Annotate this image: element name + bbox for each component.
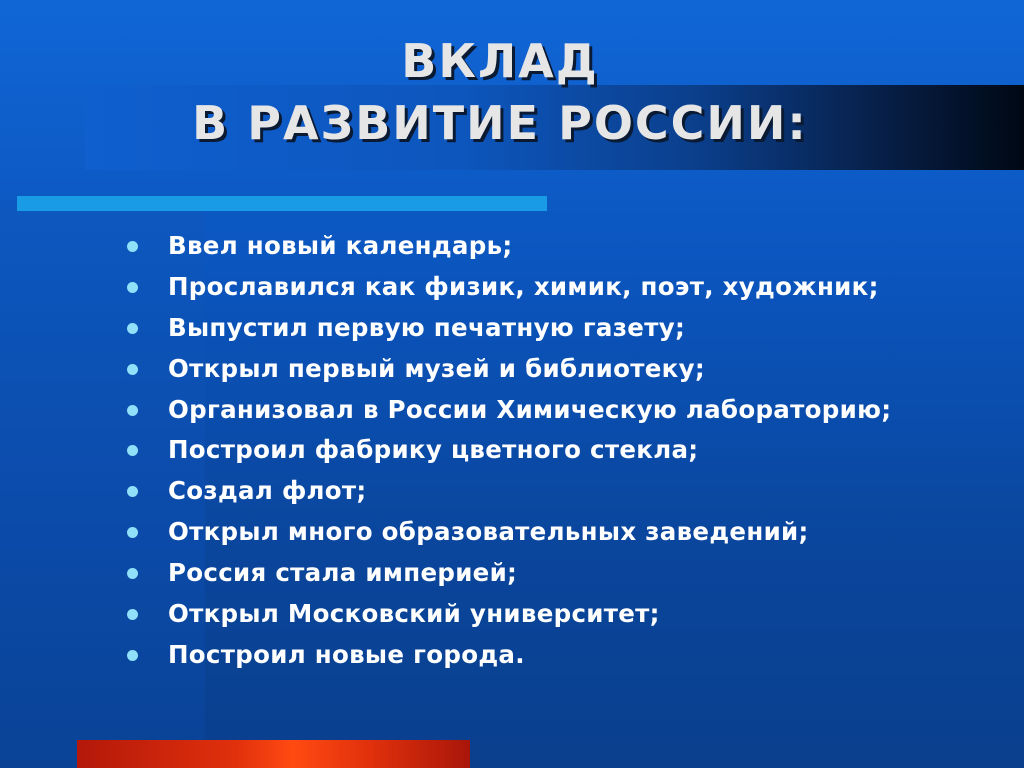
- list-item: [127, 308, 1024, 349]
- bullet-dot-icon: [127, 650, 138, 661]
- title-line-1: ВКЛАД: [401, 34, 599, 88]
- bullet-dot-icon: [127, 527, 138, 538]
- list-item: [127, 635, 1024, 676]
- bullet-dot-icon: [127, 282, 138, 293]
- list-item-text: Открыл много образовательных заведений;: [168, 517, 809, 547]
- list-item: [127, 594, 1024, 635]
- list-item: [127, 349, 1024, 390]
- list-item: [127, 390, 1024, 431]
- list-item: [127, 267, 1024, 308]
- list-item-text: Открыл Московский университет;: [168, 599, 660, 629]
- list-item-text: Организовал в России Химическую лабораторию;: [168, 394, 892, 424]
- list-item: [127, 553, 1024, 594]
- bullet-dot-icon: [127, 405, 138, 416]
- contribution-list: [127, 226, 1024, 676]
- accent-bar: [17, 196, 547, 211]
- bullet-dot-icon: [127, 323, 138, 334]
- list-item-text: Создал флот;: [168, 476, 367, 506]
- bullet-dot-icon: [127, 609, 138, 620]
- bullet-dot-icon: [127, 486, 138, 497]
- bullet-dot-icon: [127, 445, 138, 456]
- title-line-2: В РАЗВИТИЕ РОССИИ:: [192, 96, 808, 150]
- list-item-text: Россия стала империей;: [168, 558, 518, 588]
- bullet-dot-icon: [127, 568, 138, 579]
- list-item: [127, 430, 1024, 471]
- list-item-text: Открыл первый музей и библиотеку;: [168, 353, 705, 383]
- list-item: [127, 512, 1024, 553]
- list-item: [127, 226, 1024, 267]
- list-item: [127, 471, 1024, 512]
- list-item-text: Выпустил первую печатную газету;: [168, 312, 686, 342]
- list-item-text: Ввел новый календарь;: [168, 231, 513, 260]
- bottom-accent-bar: [77, 740, 470, 768]
- list-item-text: Прославился как физик, химик, поэт, художник;: [168, 271, 879, 301]
- bullet-dot-icon: [127, 241, 138, 252]
- slide-title: [0, 30, 1024, 154]
- list-item-text: Построил фабрику цветного стекла;: [168, 435, 699, 465]
- bullet-dot-icon: [127, 364, 138, 375]
- list-item-text: Построил новые города.: [168, 639, 525, 669]
